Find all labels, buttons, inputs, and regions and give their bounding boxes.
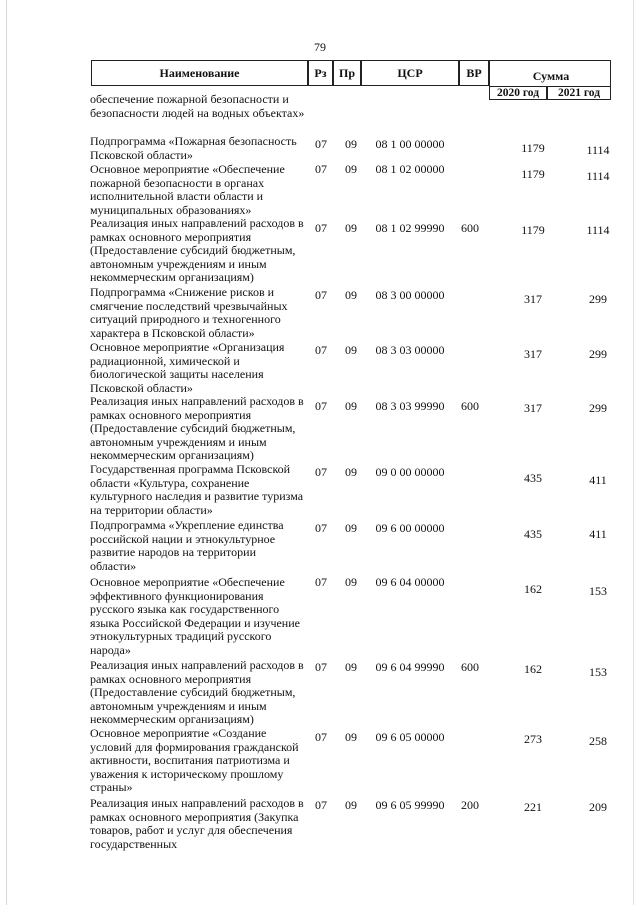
- row-sum-2021: 299: [589, 292, 607, 306]
- row-sum-2020: 1179: [521, 223, 545, 237]
- row-sum-2021: 1114: [586, 169, 610, 183]
- row-csr: 09 6 04 00000: [375, 575, 445, 589]
- row-sum-2020: 162: [524, 582, 542, 596]
- row-rz: 07: [315, 343, 327, 357]
- row-sum-2020: 317: [524, 401, 542, 415]
- row-rz: 07: [315, 162, 327, 176]
- header-name: Наименование: [91, 60, 308, 86]
- row-sum-2021: 209: [589, 800, 607, 814]
- row-sum-2021: 1114: [586, 143, 610, 157]
- row-sum-2020: 273: [524, 732, 542, 746]
- row-sum-2021: 1114: [586, 223, 610, 237]
- header-pr: Пр: [333, 60, 361, 86]
- row-sum-2020: 162: [524, 662, 542, 676]
- row-rz: 07: [315, 221, 327, 235]
- row-name: Подпрограмма «Снижение рисков и смягчение последствий чрезвычайных ситуаций природного и техногенного характера в Псковской области»: [90, 285, 288, 340]
- row-sum-2021: 299: [589, 347, 607, 361]
- header-year-2021: 2021 год: [547, 86, 611, 100]
- page-number: 79: [314, 40, 326, 54]
- scan-edge-right: [633, 0, 634, 905]
- row-name: Реализация иных направлений расходов в рамках основного мероприятия (Закупка товаров, работ и услуг для обеспечения государственных: [90, 796, 304, 851]
- row-sum-2021: 411: [589, 473, 607, 487]
- row-rz: 07: [315, 730, 327, 744]
- row-csr: 09 6 00 00000: [375, 521, 445, 535]
- row-sum-2021: 153: [589, 665, 607, 679]
- row-name: Основное мероприятие «Обеспечение эффективного функционирования русского языка как государственного языка Российской Федерации и изучение этнокультурных традиций русского народа»: [90, 575, 300, 657]
- row-csr: 09 6 05 00000: [375, 730, 445, 744]
- header-rz: Рз: [308, 60, 333, 86]
- row-pr: 09: [345, 465, 357, 479]
- row-rz: 07: [315, 575, 327, 589]
- row-sum-2020: 221: [524, 800, 542, 814]
- row-sum-2021: 299: [589, 401, 607, 415]
- row-name: обеспечение пожарной безопасности и безопасности людей на водных объектах»: [90, 92, 305, 120]
- row-csr: 09 0 00 00000: [375, 465, 445, 479]
- row-sum-2020: 1179: [521, 141, 545, 155]
- row-csr: 09 6 05 99990: [375, 798, 445, 812]
- row-pr: 09: [345, 660, 357, 674]
- row-csr: 08 3 03 00000: [375, 343, 445, 357]
- header-sum: [489, 60, 611, 86]
- row-rz: 07: [315, 288, 327, 302]
- row-csr: 08 1 00 00000: [375, 137, 445, 151]
- row-vr: 600: [461, 399, 479, 413]
- row-name: Реализация иных направлений расходов в рамках основного мероприятия (Предоставление субсидий бюджетным, автономным учреждениям и иным некоммерческим организациям): [90, 216, 304, 284]
- row-pr: 09: [345, 221, 357, 235]
- row-vr: 600: [461, 221, 479, 235]
- row-name: Основное мероприятие «Обеспечение пожарной безопасности в органах исполнительной власти области и муниципальных образованиях»: [90, 162, 285, 217]
- row-name: Государственная программа Псковской области «Культура, сохранение культурного наследия и развитие туризма на территории области»: [90, 462, 304, 517]
- row-vr: 200: [461, 798, 479, 812]
- header-vr: ВР: [459, 60, 489, 86]
- row-rz: 07: [315, 521, 327, 535]
- row-name: Подпрограмма «Укрепление единства российской нации и этнокультурное развитие народов на территории области»: [90, 518, 284, 573]
- row-name: Основное мероприятие «Организация радиационной, химической и биологической защиты населения Псковской области»: [90, 340, 285, 395]
- row-pr: 09: [345, 162, 357, 176]
- row-csr: 08 3 00 00000: [375, 288, 445, 302]
- row-sum-2021: 258: [589, 734, 607, 748]
- header-year-2020: 2020 год: [489, 86, 547, 100]
- row-pr: 09: [345, 575, 357, 589]
- row-csr: 08 1 02 00000: [375, 162, 445, 176]
- row-rz: 07: [315, 798, 327, 812]
- row-sum-2020: 317: [524, 347, 542, 361]
- header-csr: ЦСР: [361, 60, 459, 86]
- row-pr: 09: [345, 137, 357, 151]
- row-pr: 09: [345, 730, 357, 744]
- row-csr: 08 1 02 99990: [375, 221, 445, 235]
- row-sum-2020: 435: [524, 471, 542, 485]
- row-pr: 09: [345, 521, 357, 535]
- header-sum-label: Сумма: [532, 69, 570, 83]
- row-pr: 09: [345, 288, 357, 302]
- row-rz: 07: [315, 137, 327, 151]
- row-name: Основное мероприятие «Создание условий для формирования гражданской активности, воспитания патриотизма и уважения к историческому прошлому страны»: [90, 726, 299, 794]
- row-name: Реализация иных направлений расходов в рамках основного мероприятия (Предоставление субсидий бюджетным, автономным учреждениям и иным некоммерческим организациям): [90, 658, 304, 726]
- row-sum-2020: 435: [524, 527, 542, 541]
- row-name: Реализация иных направлений расходов в рамках основного мероприятия (Предоставление субсидий бюджетным, автономным учреждениям и иным некоммерческим организациям): [90, 394, 304, 462]
- row-pr: 09: [345, 343, 357, 357]
- row-csr: 08 3 03 99990: [375, 399, 445, 413]
- row-sum-2020: 1179: [521, 167, 545, 181]
- row-name: Подпрограмма «Пожарная безопасность Псковской области»: [90, 134, 297, 162]
- row-pr: 09: [345, 399, 357, 413]
- row-sum-2021: 153: [589, 584, 607, 598]
- row-rz: 07: [315, 660, 327, 674]
- row-csr: 09 6 04 99990: [375, 660, 445, 674]
- row-rz: 07: [315, 399, 327, 413]
- row-vr: 600: [461, 660, 479, 674]
- row-sum-2021: 411: [589, 527, 607, 541]
- row-sum-2020: 317: [524, 292, 542, 306]
- row-rz: 07: [315, 465, 327, 479]
- row-pr: 09: [345, 798, 357, 812]
- scan-edge-left: [6, 0, 7, 905]
